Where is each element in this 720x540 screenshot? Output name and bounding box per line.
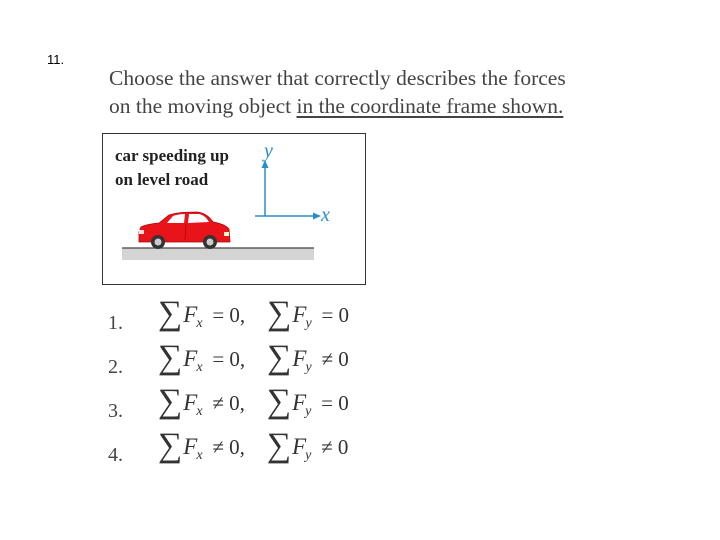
sum-fx-term <box>158 295 246 332</box>
option-number: 1. <box>108 312 123 334</box>
y-relation: ≠ 0 <box>321 347 349 371</box>
x-relation: ≠ 0, <box>212 391 245 415</box>
sum-icon: ∑ <box>158 339 183 376</box>
sum-fy-term <box>266 427 349 464</box>
force-symbol: F <box>292 346 307 371</box>
y-relation: ≠ 0 <box>321 435 349 459</box>
caption-line-2: on level road <box>115 170 209 189</box>
answer-option-3[interactable] <box>108 383 349 432</box>
sum-icon: ∑ <box>158 383 183 420</box>
x-subscript: x <box>196 448 203 463</box>
sum-fy-term <box>266 383 349 420</box>
force-symbol: F <box>183 434 198 459</box>
x-subscript: x <box>196 316 203 331</box>
answer-option-1[interactable] <box>108 295 350 344</box>
option-number: 3. <box>108 400 123 422</box>
force-symbol: F <box>183 302 198 327</box>
sum-fx-term <box>158 427 245 464</box>
force-symbol: F <box>183 346 198 371</box>
sum-icon: ∑ <box>267 295 292 332</box>
force-symbol: F <box>292 434 307 459</box>
x-axis-arrow <box>313 213 321 220</box>
y-subscript: y <box>305 448 312 463</box>
force-symbol: F <box>292 302 307 327</box>
question-text <box>109 64 669 120</box>
question-line-1: Choose the answer that correctly describes the forces <box>109 66 566 90</box>
option-equation <box>158 383 349 420</box>
x-relation: ≠ 0, <box>212 435 245 459</box>
x-relation: = 0, <box>212 303 246 327</box>
y-relation: = 0 <box>321 391 349 415</box>
x-subscript: x <box>196 404 203 419</box>
question-line-2-plain: on the moving object <box>109 94 297 118</box>
option-equation <box>158 295 350 332</box>
answer-options <box>108 295 350 476</box>
sum-icon: ∑ <box>266 383 292 420</box>
question-number: 11. <box>47 52 65 67</box>
y-relation: = 0 <box>321 303 350 327</box>
option-number: 4. <box>108 444 123 466</box>
y-subscript: y <box>305 360 312 375</box>
y-axis-label: y <box>264 140 273 162</box>
question-line-2-underlined: in the coordinate frame shown. <box>296 94 564 118</box>
caption-line-1: car speeding up <box>115 146 229 165</box>
sum-icon: ∑ <box>158 295 183 332</box>
sum-fy-term <box>267 339 349 376</box>
figure-box <box>102 133 366 285</box>
x-subscript: x <box>196 360 203 375</box>
x-relation: = 0, <box>212 347 246 371</box>
option-equation <box>158 427 349 464</box>
figure-caption <box>115 144 229 192</box>
sum-fx-term <box>158 383 245 420</box>
x-axis-label: x <box>321 204 330 226</box>
road-surface <box>122 248 314 260</box>
force-symbol: F <box>183 390 198 415</box>
y-subscript: y <box>305 404 312 419</box>
sum-fx-term <box>158 339 246 376</box>
y-subscript: y <box>305 316 312 331</box>
sum-icon: ∑ <box>267 339 292 376</box>
sum-icon: ∑ <box>266 427 292 464</box>
option-number: 2. <box>108 356 123 378</box>
answer-option-4[interactable] <box>108 427 349 476</box>
option-equation <box>158 339 349 376</box>
sum-fy-term <box>267 295 350 332</box>
force-symbol: F <box>292 390 307 415</box>
sum-icon: ∑ <box>158 427 183 464</box>
answer-option-2[interactable] <box>108 339 349 388</box>
car-icon <box>139 212 230 249</box>
question-line-2 <box>109 92 669 120</box>
